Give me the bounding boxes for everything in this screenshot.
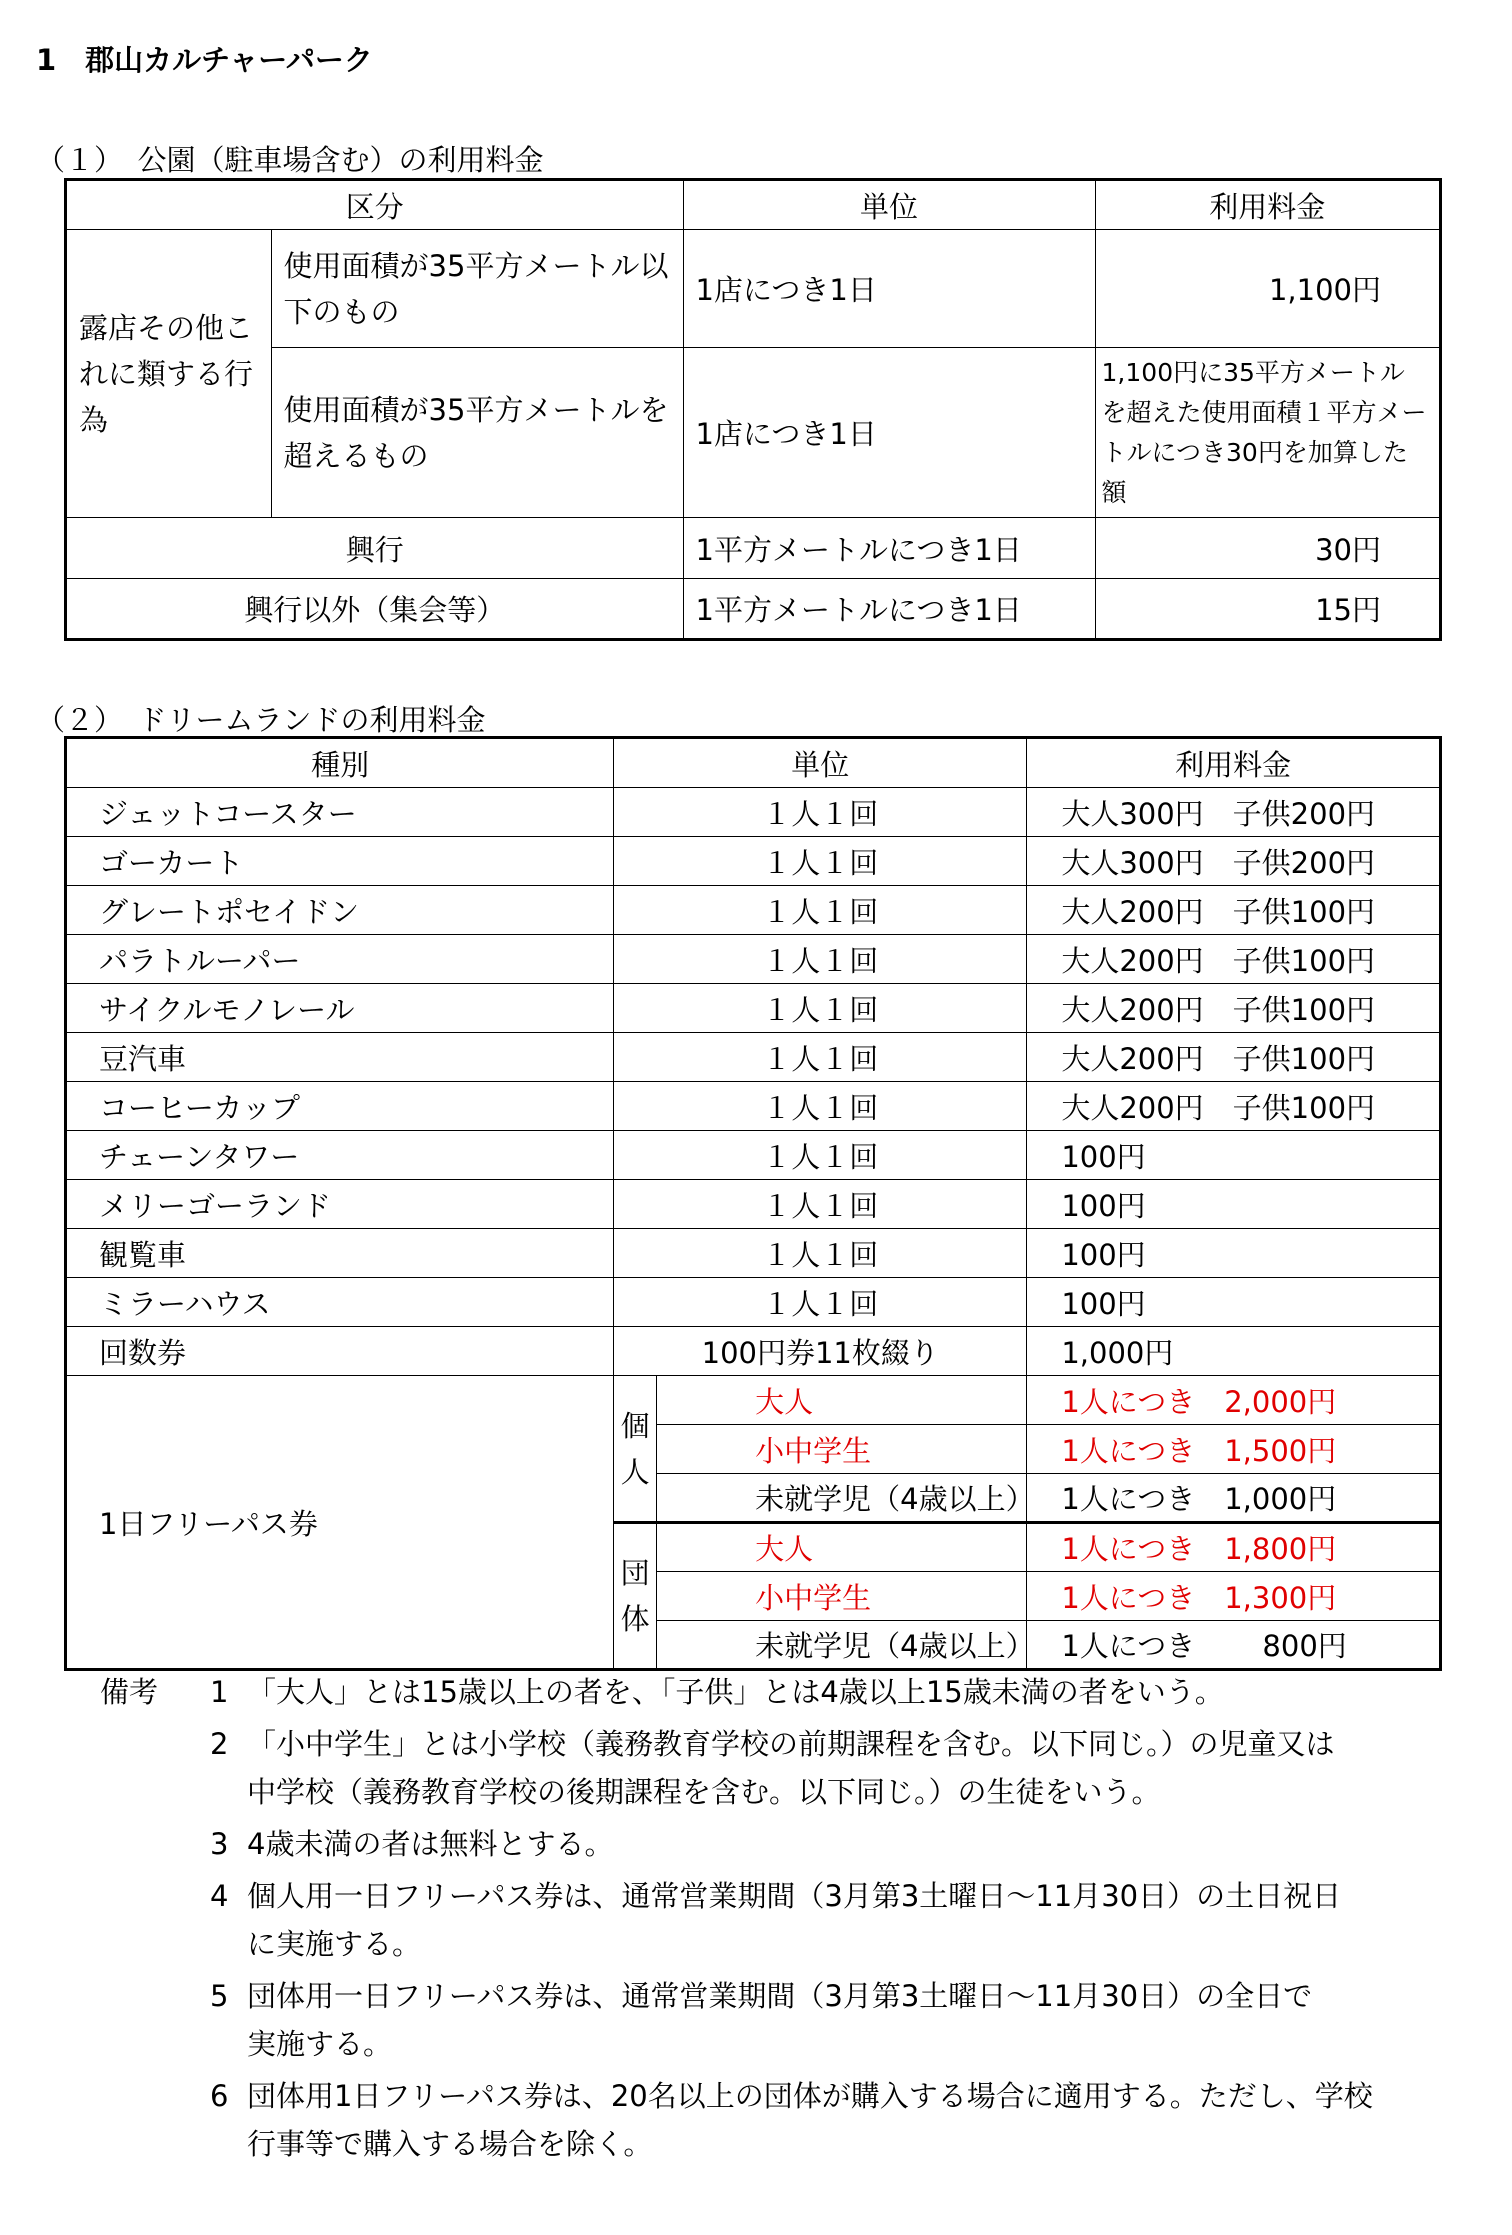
freepass-label: 1日フリーパス券 — [66, 1376, 614, 1670]
note-number: 2 — [210, 1727, 229, 1761]
ride-name: ジェットコースター — [66, 788, 614, 837]
ride-unit: １人１回 — [614, 1180, 1027, 1229]
note-text: 実施する。 — [247, 2027, 393, 2061]
group-label-top: 団 — [620, 1556, 650, 1590]
ride-fee: 100円 — [1027, 1229, 1441, 1278]
note-number: 5 — [210, 1979, 229, 2013]
ride-fee: 大人200円 子供100円 — [1027, 984, 1441, 1033]
page-title: 1 郡山カルチャーパーク — [36, 43, 373, 77]
pass-category: 大人 — [657, 1523, 1027, 1572]
ride-name: メリーゴーランド — [66, 1180, 614, 1229]
note-item — [100, 1972, 1430, 2068]
ride-unit: １人１回 — [614, 1229, 1027, 1278]
table-header-row — [66, 180, 1441, 230]
ride-row — [66, 1229, 1441, 1278]
section2-heading: （２） ドリームランドの利用料金 — [36, 703, 486, 737]
ride-unit: １人１回 — [614, 837, 1027, 886]
header-category: 区分 — [66, 180, 684, 230]
note-text: 「小中学生」とは小学校（義務教育学校の前期課程を含む。以下同じ。）の児童又は — [247, 1727, 1335, 1761]
ride-fee: 100円 — [1027, 1180, 1441, 1229]
table-row — [66, 230, 1441, 348]
note-text: 4歳未満の者は無料とする。 — [247, 1827, 614, 1861]
ride-row — [66, 1082, 1441, 1131]
header-unit: 単位 — [614, 738, 1027, 788]
ride-fee: 大人300円 子供200円 — [1027, 788, 1441, 837]
ride-row — [66, 1033, 1441, 1082]
ride-name: 豆汽車 — [66, 1033, 614, 1082]
note-text: 行事等で購入する場合を除く。 — [247, 2127, 653, 2161]
header-fee: 利用料金 — [1027, 738, 1441, 788]
row-fee: 1,100円に35平方メートルを超えた使用面積１平方メートルにつき30円を加算した額 — [1095, 348, 1440, 518]
ride-name: コーヒーカップ — [66, 1082, 614, 1131]
row-unit: 1平方メートルにつき1日 — [683, 518, 1095, 579]
ride-row — [66, 1278, 1441, 1327]
ride-unit: １人１回 — [614, 1033, 1027, 1082]
pass-category: 小中学生 — [657, 1572, 1027, 1621]
pass-category: 未就学児（4歳以上） — [657, 1621, 1027, 1670]
ride-name: サイクルモノレール — [66, 984, 614, 1033]
note-text: 「大人」とは15歳以上の者を、「子供」とは4歳以上15歳未満の者をいう。 — [247, 1675, 1224, 1709]
ride-unit: １人１回 — [614, 886, 1027, 935]
ride-name: ゴーカート — [66, 837, 614, 886]
individual-label — [614, 1376, 657, 1523]
freepass-row — [66, 1376, 1441, 1425]
group-label-bottom: 体 — [620, 1602, 650, 1636]
note-text: 個人用一日フリーパス券は、通常営業期間（3月第3土曜日～11月30日）の土日祝日 — [247, 1879, 1342, 1913]
ride-fee: 100円 — [1027, 1278, 1441, 1327]
ride-row — [66, 788, 1441, 837]
table-row — [66, 518, 1441, 579]
dreamland-fee-table — [64, 736, 1442, 1671]
header-type: 種別 — [66, 738, 614, 788]
ride-fee: 1,000円 — [1027, 1327, 1441, 1376]
ride-row — [66, 1131, 1441, 1180]
ride-name: 観覧車 — [66, 1229, 614, 1278]
pass-fee: 1人につき 1,300円 — [1027, 1572, 1441, 1621]
row-subcategory: 使用面積が35平方メートルを超えるもの — [271, 348, 683, 518]
pass-fee: 1人につき 1,500円 — [1027, 1425, 1441, 1474]
note-text: 中学校（義務教育学校の後期課程を含む。以下同じ。）の生徒をいう。 — [247, 1775, 1161, 1809]
ride-row — [66, 984, 1441, 1033]
note-item — [100, 1820, 1430, 1868]
ride-row — [66, 837, 1441, 886]
ride-unit: １人１回 — [614, 788, 1027, 837]
row-label: 興行以外（集会等） — [66, 579, 684, 640]
table-row — [66, 348, 1441, 518]
group-label — [614, 1523, 657, 1670]
section1-heading: （１） 公園（駐車場含む）の利用料金 — [36, 143, 544, 177]
ride-name: 回数券 — [66, 1327, 614, 1376]
ride-unit: １人１回 — [614, 1082, 1027, 1131]
ride-unit: １人１回 — [614, 984, 1027, 1033]
row-unit: 1平方メートルにつき1日 — [683, 579, 1095, 640]
pass-category: 未就学児（4歳以上） — [657, 1474, 1027, 1523]
park-fee-table — [64, 178, 1442, 641]
ride-row — [66, 1327, 1441, 1376]
ride-fee: 100円 — [1027, 1131, 1441, 1180]
pass-fee: 1人につき 1,800円 — [1027, 1523, 1441, 1572]
ride-row — [66, 1180, 1441, 1229]
note-number: 6 — [210, 2079, 229, 2113]
note-item — [100, 1720, 1430, 1816]
individual-label-top: 個 — [620, 1408, 650, 1443]
note-text: 団体用一日フリーパス券は、通常営業期間（3月第3土曜日～11月30日）の全日で — [247, 1979, 1313, 2013]
header-unit: 単位 — [683, 180, 1095, 230]
notes-label: 備考 — [100, 1675, 159, 1709]
row-unit: 1店につき1日 — [683, 348, 1095, 518]
ride-row — [66, 935, 1441, 984]
note-item — [100, 2072, 1430, 2168]
ride-unit: １人１回 — [614, 1278, 1027, 1327]
row-fee: 1,100円 — [1095, 230, 1440, 348]
individual-label-bottom: 人 — [620, 1454, 650, 1489]
ride-fee: 大人200円 子供100円 — [1027, 1033, 1441, 1082]
row-unit: 1店につき1日 — [683, 230, 1095, 348]
table-row — [66, 579, 1441, 640]
note-number: 3 — [210, 1827, 229, 1861]
row-fee: 15円 — [1095, 579, 1440, 640]
ride-unit: １人１回 — [614, 935, 1027, 984]
ride-fee: 大人300円 子供200円 — [1027, 837, 1441, 886]
note-number: 1 — [210, 1675, 229, 1709]
pass-fee: 1人につき 2,000円 — [1027, 1376, 1441, 1425]
ride-name: チェーンタワー — [66, 1131, 614, 1180]
note-text: に実施する。 — [247, 1927, 422, 1961]
ride-name: パラトルーパー — [66, 935, 614, 984]
ride-row — [66, 886, 1441, 935]
table-header-row — [66, 738, 1441, 788]
group-label: 露店その他これに類する行為 — [66, 230, 272, 518]
row-fee: 30円 — [1095, 518, 1440, 579]
ride-name: グレートポセイドン — [66, 886, 614, 935]
ride-fee: 大人200円 子供100円 — [1027, 1082, 1441, 1131]
pass-fee: 1人につき 800円 — [1027, 1621, 1441, 1670]
ride-fee: 大人200円 子供100円 — [1027, 886, 1441, 935]
ride-unit: １人１回 — [614, 1131, 1027, 1180]
pass-category: 大人 — [657, 1376, 1027, 1425]
header-fee: 利用料金 — [1095, 180, 1440, 230]
note-item — [100, 1668, 1430, 1716]
ride-unit: 100円券11枚綴り — [614, 1327, 1027, 1376]
row-subcategory: 使用面積が35平方メートル以下のもの — [271, 230, 683, 348]
note-text: 団体用1日フリーパス券は、20名以上の団体が購入する場合に適用する。ただし、学校 — [247, 2079, 1373, 2113]
note-item — [100, 1872, 1430, 1968]
note-number: 4 — [210, 1879, 229, 1913]
ride-fee: 大人200円 子供100円 — [1027, 935, 1441, 984]
ride-name: ミラーハウス — [66, 1278, 614, 1327]
pass-fee: 1人につき 1,000円 — [1027, 1474, 1441, 1523]
pass-category: 小中学生 — [657, 1425, 1027, 1474]
notes-section — [100, 1668, 1430, 2172]
row-label: 興行 — [66, 518, 684, 579]
